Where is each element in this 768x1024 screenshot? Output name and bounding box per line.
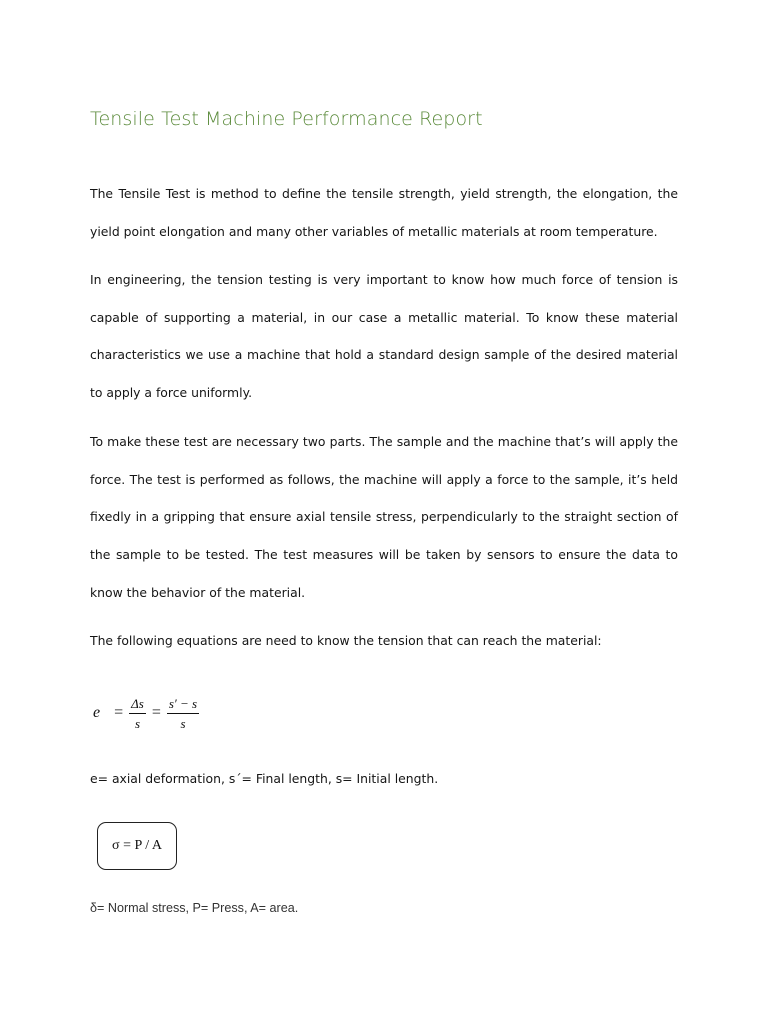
paragraph-equations-intro: The following equations are need to know the tension that can reach the material: <box>90 633 602 648</box>
paragraph-engineering: In engineering, the tension testing is very important to know how much force of tension is capable of supporting a material, in our case a metallic material. To know these material characteristics we use a machine that hold a standard design sample of the desired material to apply a force uniformly. <box>90 272 678 401</box>
fraction-delta <box>129 695 146 732</box>
fraction-denominator: s <box>134 715 141 731</box>
fraction-numerator: s′ − s <box>167 695 199 714</box>
deformation-definition: e= axial deformation, s´= Final length, s= Initial length. <box>90 771 439 786</box>
stress-equation: σ = P / A <box>112 838 162 853</box>
paragraph-intro: The Tensile Test is method to define the tensile strength, yield strength, the elongation, the yield point elongation and many other variables of metallic materials at room temperature. <box>90 186 678 239</box>
equals-sign: = <box>114 704 124 721</box>
fraction-numerator: Δs <box>129 695 146 714</box>
paragraph-procedure: To make these test are necessary two parts. The sample and the machine that’s will apply the force. The test is performed as follows, the machine will apply a force to the sample, it’s held fixedly in a gripping that ensure axial tensile stress, perpendicularly to the straight section of the sample to be tested. The test measures will be taken by sensors to ensure the data to know the behavior of the material. <box>90 434 678 600</box>
deformation-equation <box>93 690 199 736</box>
equation-lhs: e <box>93 704 101 721</box>
fraction-difference <box>167 695 199 732</box>
page-title: Tensile Test Machine Performance Report <box>90 108 483 130</box>
stress-equation-box <box>97 822 177 870</box>
fraction-denominator: s <box>180 715 186 731</box>
stress-definition: δ= Normal stress, P= Press, A= area. <box>90 901 299 915</box>
equals-sign: = <box>151 704 161 721</box>
